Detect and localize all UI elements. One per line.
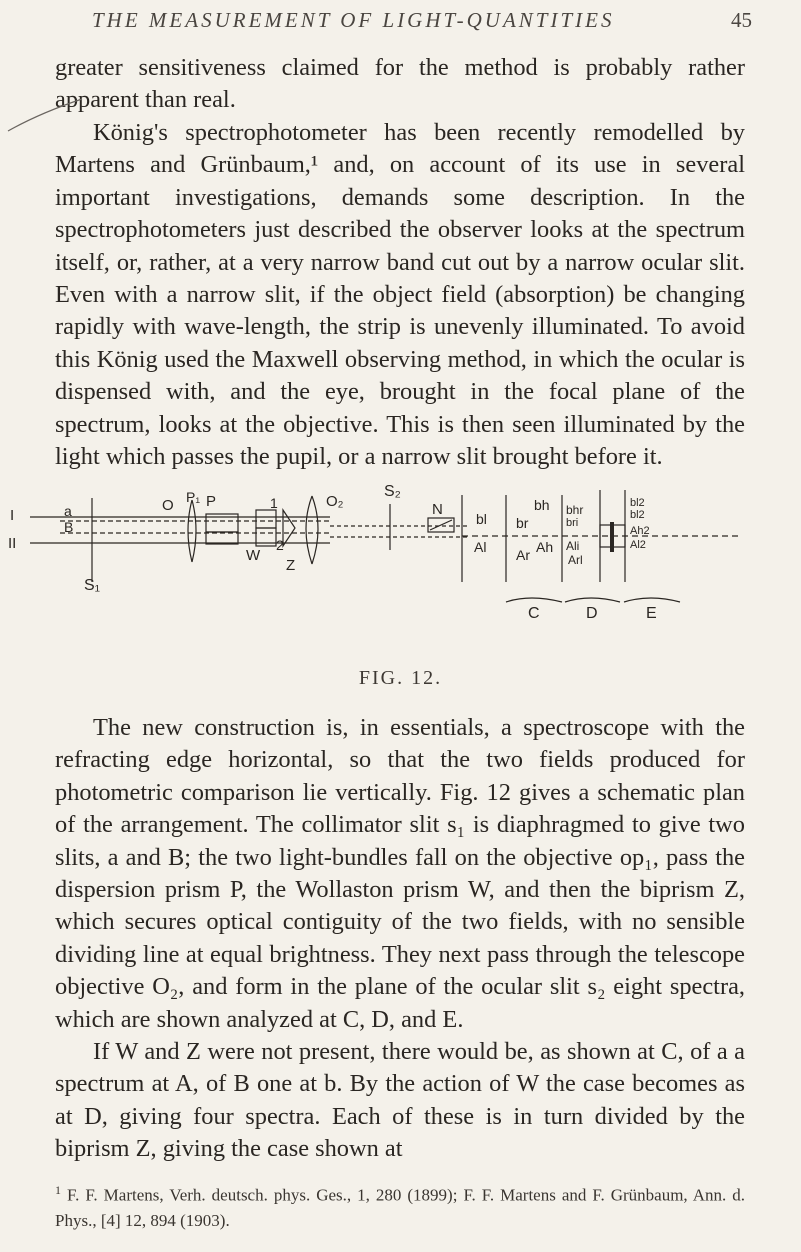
label-Al2: Al2: [630, 539, 646, 551]
label-bl: bl: [476, 511, 487, 527]
label-bl2: bl2: [630, 497, 645, 509]
label-Ali: Ali: [566, 539, 580, 553]
label-Al: Al: [474, 539, 487, 555]
label-W: W: [246, 547, 261, 564]
label-C: C: [528, 605, 540, 622]
paragraph-2: König's spectrophotometer has been recently remodelled by Martens and Grünbaum,¹ and, on account of its use in several important investigations, demands some description. In the spectrophotometers just described the observer looks at the spectrum itself, or, rather, at a very narrow band cut out by a narrow ocular slit. Even with a narrow slit, if the object field (absorption) be changing rapidly with wave-length, the strip is unevenly illuminated. To avoid this König used the Maxwell observing method, in which the ocular is dispensed with, and the eye, brought in the focal plane of the spectrum, looks at the objective. This is then seen illuminated by the light which passes the pupil, or a narrow slit brought before it.: [55, 119, 745, 471]
running-head: [92, 8, 752, 33]
label-S2: S₂: [384, 483, 401, 500]
label-bll2: bl2: [630, 509, 645, 521]
label-D: D: [586, 605, 598, 622]
figure-caption: FIG. 12.: [358, 667, 443, 689]
label-a: a: [64, 503, 72, 519]
footnote-marker: 1: [55, 1183, 61, 1197]
label-Ah2: Ah2: [630, 525, 650, 537]
figure-12-diagram: [0, 470, 801, 670]
label-N: N: [432, 501, 443, 518]
paragraph-4: If W and Z were not present, there would be, as shown at C, of a a spectrum at A, of B one at b. By the action of W the case becomes as at D, giving four spectra. Each of these is in turn divided by the biprism Z, giving the case shown at: [55, 1038, 745, 1163]
label-bh: bh: [534, 497, 550, 513]
label-S1: S₁: [84, 577, 101, 594]
label-Arl: Arl: [568, 553, 583, 567]
label-B: B: [64, 519, 74, 535]
label-Ah: Ah: [536, 539, 554, 555]
label-P: P: [206, 493, 217, 510]
label-E: E: [646, 605, 657, 622]
paragraph-3: The new construction is, in essentials, a spectroscope with the refracting edge horizontal, so that the two fields produced for photometric comparison lie vertically. Fig. 12 gives a schematic plan of the arrangement. The collimator slit s₁ is diaphragmed to give two slits, a and B; the two light-bundles fall on the objective op₁, pass the dispersion prism P, the Wollaston prism W, and then the biprism Z, which secures optical contiguity of the two fields, with no sensible dividing line at equal brightness. They next pass through the telescope objective O₂, and form in the plane of the ocular slit s₂ eight spectra, which are shown analyzed at C, D, and E.: [55, 714, 745, 1033]
label-P1: P₁: [186, 489, 201, 505]
label-br: br: [516, 515, 529, 531]
label-bri: bri: [566, 517, 579, 529]
label-I: I: [10, 507, 15, 524]
label-1: 1: [270, 495, 278, 511]
page-number: 45: [731, 8, 752, 32]
footnote-text: F. F. Martens, Verh. deutsch. phys. Ges., 1, 280 (1899); F. F. Martens and F. Grünbaum, Ann. d. Phys., [4] 12, 894 (1903).: [55, 1185, 745, 1230]
footnote: [55, 1178, 745, 1233]
label-bhr: bhr: [566, 503, 584, 517]
paragraph-1: greater sensitiveness claimed for the method is probably rather apparent than real.: [55, 54, 745, 114]
label-Ar: Ar: [516, 547, 530, 563]
label-Z: Z: [286, 557, 296, 574]
label-O2: O₂: [326, 493, 344, 510]
running-title: THE MEASUREMENT OF LIGHT-QUANTITIES: [92, 8, 615, 32]
label-O: O: [162, 497, 174, 514]
label-2: 2: [276, 537, 284, 553]
label-II: II: [8, 535, 17, 552]
